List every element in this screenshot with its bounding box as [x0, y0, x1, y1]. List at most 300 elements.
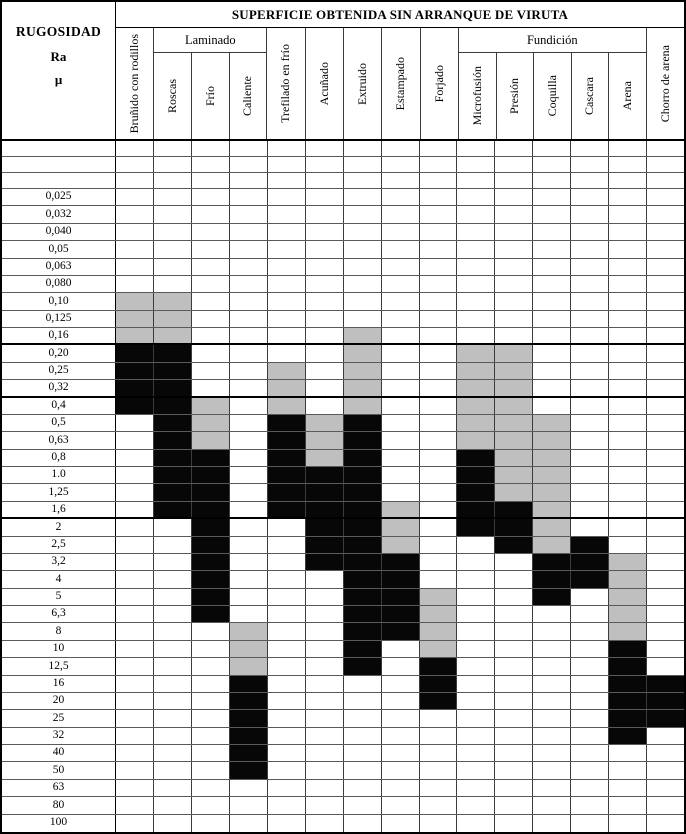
matrix-cell	[344, 189, 382, 205]
matrix-cell	[420, 623, 458, 639]
matrix-cell	[116, 259, 154, 275]
matrix-cell	[192, 762, 230, 778]
matrix-cell	[609, 589, 647, 605]
row-label: 2	[2, 519, 116, 535]
matrix-cell	[306, 450, 344, 466]
row-label: 20	[2, 693, 116, 709]
matrix-cell	[495, 641, 533, 657]
matrix-cell	[609, 537, 647, 553]
matrix-cell	[495, 206, 533, 222]
table-row	[2, 589, 684, 606]
matrix-cell	[495, 293, 533, 309]
matrix-cell	[230, 206, 268, 222]
row-label: 0,040	[2, 224, 116, 240]
column-headers	[116, 28, 684, 139]
matrix-cell	[306, 537, 344, 553]
matrix-cell	[571, 363, 609, 379]
matrix-cell	[230, 745, 268, 761]
matrix-cell	[495, 554, 533, 570]
matrix-cell	[192, 606, 230, 622]
matrix-cell	[382, 432, 420, 448]
table-row	[2, 762, 684, 779]
row-label	[2, 141, 116, 156]
matrix-cell	[533, 467, 571, 483]
matrix-cell	[306, 173, 344, 188]
column-header-label: Coquilla	[544, 75, 559, 117]
matrix-cell	[457, 641, 495, 657]
matrix-cell	[306, 606, 344, 622]
matrix-cell	[306, 157, 344, 172]
matrix-cell	[116, 328, 154, 343]
matrix-cell	[609, 693, 647, 709]
matrix-cell	[154, 745, 192, 761]
matrix-cell	[230, 623, 268, 639]
matrix-cell	[382, 728, 420, 744]
table-row	[2, 224, 684, 241]
matrix-cell	[571, 415, 609, 431]
matrix-cell	[457, 157, 495, 172]
matrix-cell	[268, 467, 306, 483]
matrix-cell	[495, 589, 533, 605]
matrix-cell	[154, 141, 192, 156]
matrix-cell	[457, 293, 495, 309]
matrix-cell	[154, 432, 192, 448]
matrix-cell	[533, 380, 571, 395]
matrix-cell	[420, 259, 458, 275]
matrix-cell	[533, 693, 571, 709]
column-header	[421, 28, 459, 139]
matrix-cell	[230, 345, 268, 361]
group-label: Laminado	[154, 28, 266, 53]
matrix-cell	[457, 450, 495, 466]
matrix-cell	[533, 157, 571, 172]
table-row	[2, 554, 684, 571]
table-row	[2, 745, 684, 762]
matrix-cell	[306, 676, 344, 692]
matrix-cell	[457, 141, 495, 156]
matrix-cell	[116, 641, 154, 657]
matrix-cell	[154, 502, 192, 517]
matrix-cell	[609, 224, 647, 240]
matrix-cell	[533, 450, 571, 466]
matrix-cell	[268, 276, 306, 292]
matrix-cell	[457, 571, 495, 587]
matrix-cell	[230, 241, 268, 257]
corner-ra: Ra	[50, 49, 67, 64]
matrix-cell	[268, 398, 306, 414]
matrix-cell	[533, 293, 571, 309]
matrix-cell	[420, 780, 458, 796]
corner-title: RUGOSIDAD	[15, 24, 102, 39]
matrix-cell	[420, 345, 458, 361]
matrix-cell	[306, 311, 344, 327]
table-row	[2, 415, 684, 432]
matrix-cell	[420, 502, 458, 517]
matrix-cell	[344, 380, 382, 395]
matrix-cell	[609, 206, 647, 222]
matrix-cell	[116, 502, 154, 517]
matrix-cell	[571, 641, 609, 657]
row-label: 3,2	[2, 554, 116, 570]
matrix-cell	[609, 676, 647, 692]
matrix-cell	[344, 519, 382, 535]
matrix-cell	[647, 676, 684, 692]
matrix-cell	[268, 815, 306, 832]
matrix-cell	[268, 519, 306, 535]
column-group-laminado	[154, 28, 267, 139]
column-header-label: Microfusión	[469, 66, 484, 126]
matrix-cell	[230, 467, 268, 483]
table-row	[2, 797, 684, 814]
matrix-cell	[154, 606, 192, 622]
column-group-fundición	[459, 28, 647, 139]
matrix-cell	[268, 173, 306, 188]
matrix-cell	[571, 450, 609, 466]
row-label: 0,080	[2, 276, 116, 292]
matrix-cell	[457, 728, 495, 744]
column-header-label: Roscas	[165, 79, 180, 113]
matrix-cell	[268, 328, 306, 343]
column-header	[459, 53, 497, 139]
matrix-cell	[268, 189, 306, 205]
matrix-cell	[116, 571, 154, 587]
matrix-cell	[154, 519, 192, 535]
matrix-cell	[382, 641, 420, 657]
matrix-cell	[609, 241, 647, 257]
matrix-cell	[344, 728, 382, 744]
table-row	[2, 189, 684, 206]
matrix-cell	[344, 276, 382, 292]
matrix-cell	[382, 502, 420, 517]
matrix-cell	[192, 311, 230, 327]
matrix-cell	[457, 502, 495, 517]
matrix-cell	[420, 311, 458, 327]
matrix-cell	[382, 780, 420, 796]
matrix-cell	[533, 502, 571, 517]
matrix-cell	[420, 415, 458, 431]
matrix-cell	[230, 502, 268, 517]
matrix-cell	[382, 589, 420, 605]
table-row	[2, 519, 684, 536]
column-header-label: Estampado	[393, 56, 408, 111]
row-label: 2,5	[2, 537, 116, 553]
matrix-cell	[571, 606, 609, 622]
matrix-cell	[647, 432, 684, 448]
table-row	[2, 311, 684, 328]
column-header-label: Cascara	[582, 77, 597, 115]
matrix-cell	[306, 293, 344, 309]
matrix-cell	[533, 658, 571, 674]
matrix-cell	[192, 780, 230, 796]
matrix-cell	[344, 780, 382, 796]
matrix-cell	[268, 259, 306, 275]
matrix-cell	[495, 537, 533, 553]
matrix-cell	[495, 745, 533, 761]
table-row	[2, 606, 684, 623]
matrix-cell	[306, 693, 344, 709]
row-label: 5	[2, 589, 116, 605]
row-label: 50	[2, 762, 116, 778]
matrix-cell	[230, 537, 268, 553]
matrix-cell	[647, 728, 684, 744]
matrix-cell	[382, 762, 420, 778]
matrix-cell	[571, 571, 609, 587]
matrix-cell	[647, 141, 684, 156]
matrix-cell	[571, 676, 609, 692]
matrix-cell	[192, 815, 230, 832]
matrix-cell	[457, 537, 495, 553]
matrix-cell	[420, 797, 458, 813]
matrix-cell	[268, 780, 306, 796]
table-row	[2, 259, 684, 276]
column-header-label: Extruido	[355, 62, 370, 105]
matrix-cell	[457, 745, 495, 761]
column-header-label: Chorro de arena	[657, 44, 672, 123]
matrix-cell	[609, 276, 647, 292]
matrix-cell	[457, 762, 495, 778]
matrix-cell	[268, 658, 306, 674]
matrix-cell	[457, 276, 495, 292]
column-header	[497, 53, 535, 139]
matrix-cell	[192, 206, 230, 222]
matrix-cell	[533, 484, 571, 500]
matrix-cell	[495, 693, 533, 709]
matrix-cell	[609, 641, 647, 657]
matrix-cell	[116, 173, 154, 188]
matrix-cell	[344, 693, 382, 709]
matrix-cell	[116, 693, 154, 709]
matrix-cell	[192, 571, 230, 587]
matrix-cell	[647, 173, 684, 188]
matrix-cell	[306, 623, 344, 639]
matrix-cell	[495, 571, 533, 587]
matrix-cell	[154, 173, 192, 188]
matrix-cell	[457, 589, 495, 605]
matrix-cell	[533, 623, 571, 639]
matrix-cell	[344, 415, 382, 431]
matrix-cell	[495, 141, 533, 156]
matrix-cell	[647, 554, 684, 570]
row-label: 1,25	[2, 484, 116, 500]
matrix-cell	[533, 432, 571, 448]
matrix-cell	[230, 797, 268, 813]
matrix-cell	[420, 519, 458, 535]
matrix-cell	[230, 728, 268, 744]
matrix-cell	[495, 467, 533, 483]
matrix-cell	[533, 537, 571, 553]
matrix-cell	[420, 432, 458, 448]
matrix-cell	[533, 571, 571, 587]
matrix-cell	[382, 658, 420, 674]
matrix-cell	[609, 797, 647, 813]
matrix-cell	[230, 398, 268, 414]
matrix-cell	[192, 157, 230, 172]
matrix-cell	[609, 398, 647, 414]
matrix-cell	[647, 484, 684, 500]
matrix-cell	[306, 641, 344, 657]
matrix-cell	[647, 693, 684, 709]
column-header-label: Caliente	[240, 76, 255, 116]
matrix-cell	[382, 363, 420, 379]
matrix-cell	[154, 293, 192, 309]
matrix-cell	[154, 797, 192, 813]
row-label: 0,32	[2, 380, 116, 395]
matrix-cell	[116, 710, 154, 726]
matrix-cell	[609, 467, 647, 483]
table-row	[2, 432, 684, 449]
matrix-cell	[420, 589, 458, 605]
matrix-cell	[230, 815, 268, 832]
matrix-cell	[192, 519, 230, 535]
blank-row	[2, 157, 684, 173]
matrix-cell	[230, 415, 268, 431]
group-columns	[154, 53, 266, 139]
matrix-cell	[420, 571, 458, 587]
matrix-cell	[647, 467, 684, 483]
matrix-cell	[268, 797, 306, 813]
table-row	[2, 467, 684, 484]
matrix-cell	[344, 537, 382, 553]
matrix-cell	[116, 762, 154, 778]
matrix-cell	[533, 780, 571, 796]
matrix-cell	[609, 815, 647, 832]
matrix-cell	[571, 432, 609, 448]
matrix-cell	[533, 554, 571, 570]
matrix-cell	[457, 259, 495, 275]
matrix-cell	[382, 606, 420, 622]
matrix-cell	[647, 745, 684, 761]
matrix-cell	[116, 206, 154, 222]
matrix-cell	[382, 173, 420, 188]
matrix-cell	[230, 780, 268, 796]
matrix-cell	[571, 293, 609, 309]
row-label: 63	[2, 780, 116, 796]
matrix-cell	[154, 276, 192, 292]
matrix-cell	[533, 641, 571, 657]
row-label: 0,125	[2, 311, 116, 327]
matrix-cell	[457, 328, 495, 343]
matrix-cell	[609, 571, 647, 587]
matrix-cell	[533, 589, 571, 605]
matrix-cell	[344, 762, 382, 778]
matrix-cell	[495, 157, 533, 172]
matrix-cell	[306, 589, 344, 605]
matrix-cell	[268, 380, 306, 395]
matrix-cell	[268, 693, 306, 709]
matrix-cell	[268, 432, 306, 448]
matrix-cell	[647, 623, 684, 639]
table-row	[2, 780, 684, 797]
matrix-cell	[533, 762, 571, 778]
table-row	[2, 537, 684, 554]
row-label: 25	[2, 710, 116, 726]
matrix-cell	[457, 606, 495, 622]
matrix-cell	[306, 345, 344, 361]
matrix-cell	[495, 241, 533, 257]
matrix-cell	[609, 311, 647, 327]
matrix-cell	[457, 432, 495, 448]
matrix-cell	[306, 728, 344, 744]
matrix-cell	[306, 519, 344, 535]
matrix-cell	[495, 658, 533, 674]
column-header	[647, 28, 684, 139]
matrix-cell	[647, 606, 684, 622]
matrix-cell	[571, 710, 609, 726]
matrix-cell	[192, 658, 230, 674]
matrix-cell	[116, 276, 154, 292]
matrix-cell	[116, 797, 154, 813]
matrix-cell	[571, 141, 609, 156]
matrix-cell	[192, 797, 230, 813]
matrix-cell	[382, 345, 420, 361]
matrix-cell	[268, 484, 306, 500]
matrix-cell	[306, 276, 344, 292]
matrix-cell	[647, 589, 684, 605]
matrix-cell	[268, 502, 306, 517]
matrix-cell	[533, 745, 571, 761]
column-header	[572, 53, 610, 139]
matrix-cell	[344, 259, 382, 275]
matrix-cell	[495, 815, 533, 832]
matrix-cell	[382, 311, 420, 327]
column-header	[116, 28, 154, 139]
matrix-cell	[647, 780, 684, 796]
matrix-cell	[571, 189, 609, 205]
column-header	[344, 28, 382, 139]
matrix-cell	[230, 173, 268, 188]
row-label: 12,5	[2, 658, 116, 674]
matrix-cell	[571, 276, 609, 292]
matrix-cell	[154, 206, 192, 222]
matrix-cell	[647, 276, 684, 292]
matrix-cell	[154, 710, 192, 726]
matrix-cell	[192, 380, 230, 395]
group-label: Fundición	[459, 28, 646, 53]
row-label: 80	[2, 797, 116, 813]
table-row	[2, 623, 684, 640]
matrix-cell	[647, 345, 684, 361]
matrix-cell	[116, 450, 154, 466]
matrix-cell	[420, 173, 458, 188]
matrix-cell	[230, 450, 268, 466]
matrix-cell	[192, 676, 230, 692]
matrix-cell	[495, 623, 533, 639]
matrix-cell	[382, 745, 420, 761]
matrix-cell	[116, 467, 154, 483]
table-row	[2, 380, 684, 397]
table-row	[2, 693, 684, 710]
matrix-cell	[533, 815, 571, 832]
matrix-cell	[571, 157, 609, 172]
matrix-cell	[230, 363, 268, 379]
matrix-cell	[609, 710, 647, 726]
matrix-cell	[154, 693, 192, 709]
matrix-cell	[420, 276, 458, 292]
matrix-cell	[268, 606, 306, 622]
matrix-cell	[571, 554, 609, 570]
matrix-cell	[420, 189, 458, 205]
matrix-cell	[457, 467, 495, 483]
matrix-cell	[268, 206, 306, 222]
table-row	[2, 363, 684, 380]
matrix-cell	[647, 311, 684, 327]
matrix-cell	[420, 484, 458, 500]
matrix-cell	[154, 467, 192, 483]
matrix-cell	[306, 363, 344, 379]
matrix-cell	[306, 259, 344, 275]
matrix-cell	[382, 415, 420, 431]
matrix-cell	[533, 141, 571, 156]
